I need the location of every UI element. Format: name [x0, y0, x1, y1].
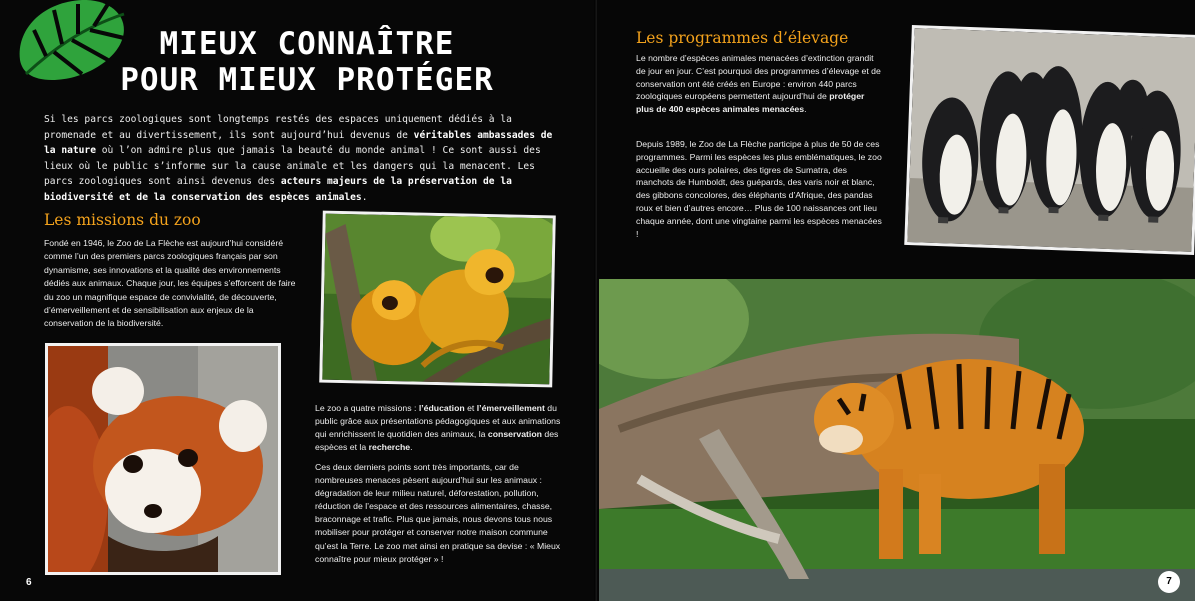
missions-text-5: . [410, 442, 413, 453]
page-number-right: 7 [1158, 571, 1180, 593]
intro-text-2: où l’on admire plus que jamais la beauté du monde animal ! Ce sont aussi des lieux où le public s’informe sur la cause animale et les dangers qui la menacent. Les parcs zoologiques sont ainsi devenus des [44, 145, 541, 187]
title-line-1: MIEUX CONNAÎTRE [159, 26, 455, 62]
intro-text-3: . [361, 191, 368, 203]
programs-paragraph-2: Depuis 1989, le Zoo de La Flèche participe à plus de 50 de ces programmes. Parmi les espèces les plus emblématiques, le zoo accueille des ours polaires, des tigres de Sumatra, des manchots de Humboldt, des guépards, des varis noir et blanc, des gibbons concolores, des éléphants d’Afrique, des pandas roux et bien d’autres encore… Plus de 100 naissances ont lieu chaque année, dont une vingtaine parmi les espèces menacées ! [636, 139, 882, 239]
programs-text-2: . [804, 104, 807, 115]
missions-text-1: Le zoo a quatre missions : [315, 403, 419, 413]
missions-text-3: du public grâce aux présentations pédagogiques et aux animations qui enrichissent le quotidien des animaux, la [315, 403, 561, 440]
threats-paragraph: Ces deux derniers points sont très importants, car de nombreuses menaces pèsent aujourd’hui sur les animaux : dégradation de leur milieu naturel, déforestation, pollution, réduction de l’espace et des ressources alimentaires, chasse, braconnage et trafic. Plus que jamais, nous devons tous nous mobiliser pour protéger et conserver notre maison commune qu’est la Terre. Le zoo met ainsi en pratique sa devise : « Mieux connaître pour mieux protéger » ! [315, 462, 561, 564]
programs-paragraph-1 [636, 52, 884, 116]
programs-bold-1: protéger plus de 400 espèces animales menacées [636, 91, 865, 115]
mission-wonder: l’émerveillement [476, 403, 545, 413]
intro-text-1: Si les parcs zoologiques sont longtemps restés des espaces uniquement dédiés à la promenade et au divertissement, ils sont aujourd’hui devenus de [44, 114, 512, 141]
mission-education: l’éducation [418, 403, 465, 413]
page-title [112, 26, 502, 98]
missions-text-2: et [464, 403, 477, 413]
missions-heading: Les missions du zoo [44, 211, 201, 229]
four-missions-paragraph [315, 402, 565, 454]
programs-text-1: Le nombre d’espèces animales menacées d’extinction grandit de jour en jour. C’est pourquoi des programmes d’élevage et de conservation ont été créés en Europe : environ 440 parcs zoologiques européens permettent aujourd’hui de [636, 53, 881, 102]
tiger-photo [599, 279, 1195, 601]
title-line-2: POUR MIEUX PROTÉGER [120, 62, 494, 98]
programs-heading: Les programmes d’élevage [636, 29, 849, 47]
left-page [0, 0, 597, 601]
intro-bold-2: acteurs majeurs de la préservation de la biodiversité et de la conservation des espèces animales [44, 176, 512, 203]
tamarins-photo [319, 211, 556, 388]
penguins-photo [904, 25, 1195, 255]
intro-bold-1: véritables ambassades de la nature [44, 129, 553, 156]
mission-research: recherche [368, 442, 411, 453]
intro-paragraph [44, 112, 566, 205]
mission-conservation: conservation [487, 429, 542, 440]
red-panda-photo [45, 343, 281, 575]
page-number-left: 6 [26, 577, 32, 588]
missions-paragraph: Fondé en 1946, le Zoo de La Flèche est aujourd’hui considéré comme l’un des premiers parcs zoologiques français par son dynamisme, ses innovations et la qualité des environnements dédiés aux animaux. Chaque jour, les équipes s’efforcent de faire du zoo un magnifique espace de convivialité, de découverte, d’émerveillement et de sensibilisation aux enjeux de la conservation de la biodiversité. [44, 238, 296, 329]
missions-text-4: des espèces et la [315, 429, 559, 453]
